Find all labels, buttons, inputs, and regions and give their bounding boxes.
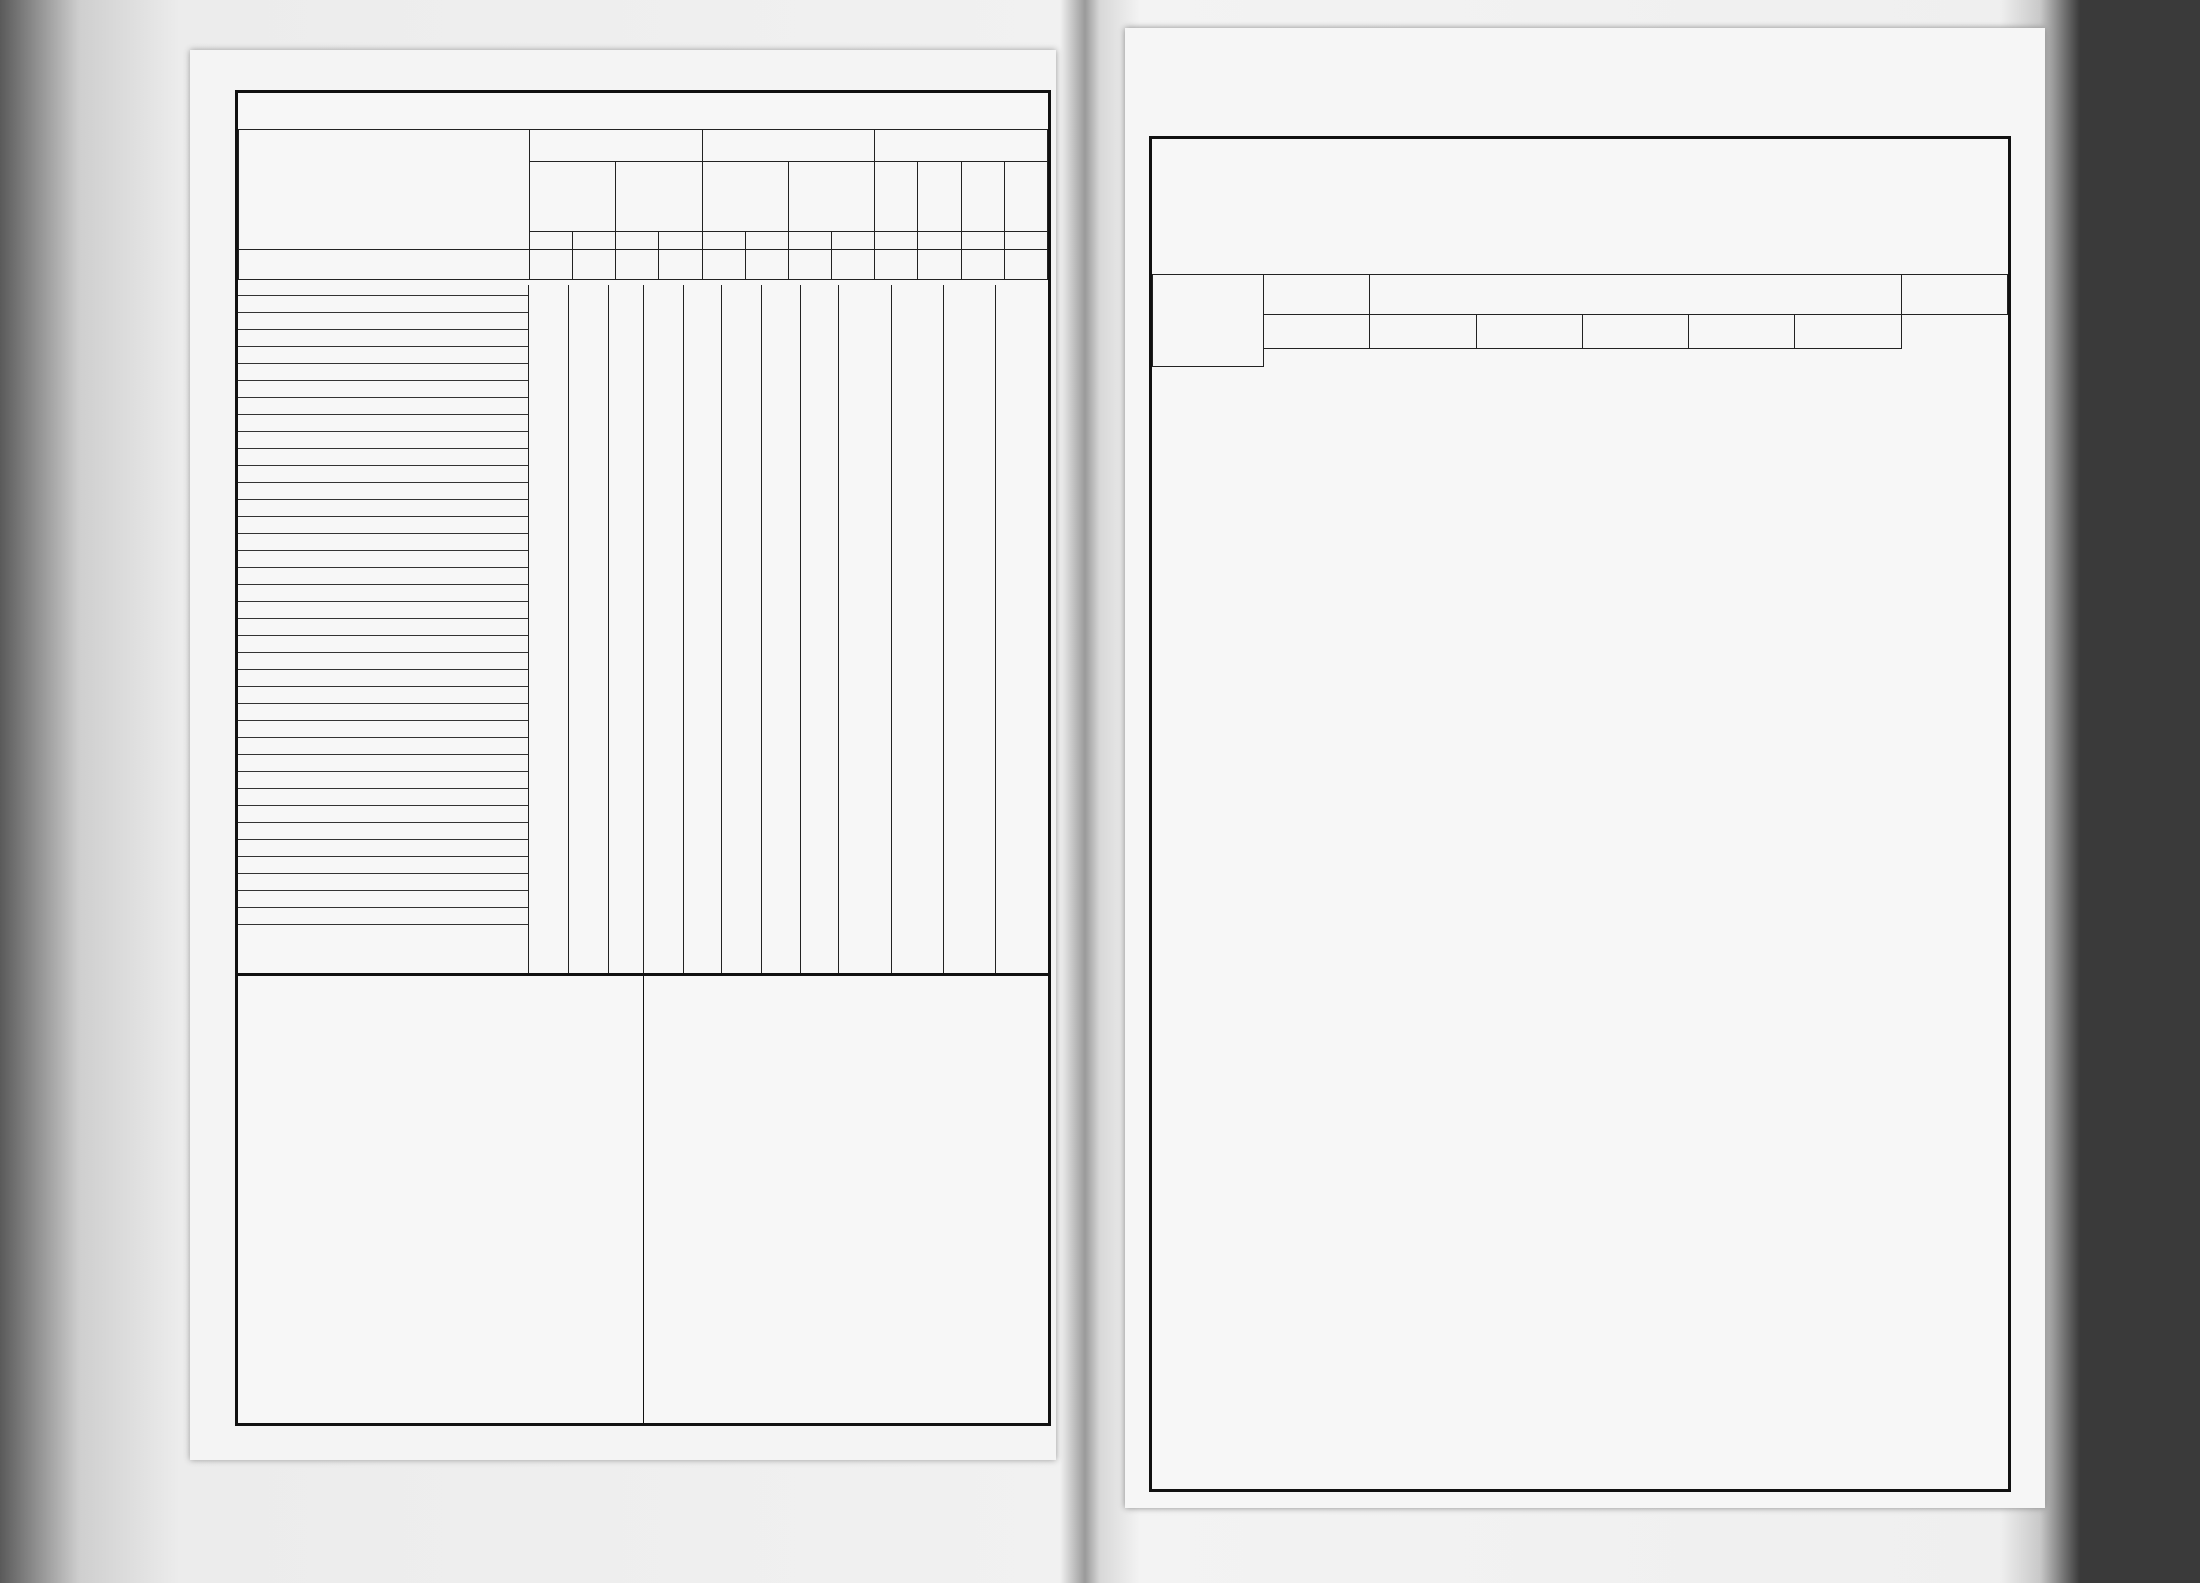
- ruled-line: [238, 567, 528, 568]
- ruled-line: [238, 924, 528, 925]
- ruled-line: [238, 737, 528, 738]
- b-subhead: [1582, 315, 1688, 349]
- unit-head: [659, 232, 702, 250]
- subhead: [1004, 162, 1047, 232]
- value-cell: [788, 250, 831, 280]
- ruled-line: [238, 754, 528, 755]
- ruled-line: [238, 805, 528, 806]
- ruled-line: [238, 771, 528, 772]
- col-parish-name: [239, 130, 530, 250]
- column-line: [891, 285, 892, 975]
- column-line: [608, 285, 609, 975]
- b-subhead: [1476, 315, 1582, 349]
- value-cell: [530, 250, 573, 280]
- notes-right: [668, 1028, 1023, 1050]
- unit-head: [1004, 232, 1047, 250]
- subhead: [616, 162, 702, 232]
- sec-a-head: [1264, 275, 1370, 315]
- ruled-line: [238, 397, 528, 398]
- ruled-line: [238, 329, 528, 330]
- value-cell: [1004, 250, 1047, 280]
- value-cell: [573, 250, 616, 280]
- subhead: [961, 162, 1004, 232]
- ruled-line: [238, 652, 528, 653]
- a-blank: [1264, 315, 1370, 349]
- ruled-lines: [238, 285, 1048, 975]
- ruled-line: [238, 448, 528, 449]
- right-page: [1125, 28, 2045, 1508]
- unit-head: [788, 232, 831, 250]
- value-cell: [832, 250, 875, 280]
- group-fodde: [530, 130, 703, 162]
- ruled-line: [238, 482, 528, 483]
- column-line: [800, 285, 801, 975]
- subhead: [918, 162, 961, 232]
- column-line: [761, 285, 762, 975]
- column-line: [683, 285, 684, 975]
- b-subhead: [1795, 315, 1901, 349]
- ruled-line: [238, 788, 528, 789]
- unit-head: [745, 232, 788, 250]
- value-cell: [875, 250, 918, 280]
- left-page: [190, 50, 1056, 1460]
- ruled-line: [238, 907, 528, 908]
- subhead: [788, 162, 874, 232]
- value-cell: [616, 250, 659, 280]
- notes-left: [263, 1068, 618, 1086]
- column-line: [568, 285, 569, 975]
- parish-name-cell: [239, 250, 530, 280]
- specification-table: [238, 129, 1048, 280]
- right-frame: [1149, 136, 2011, 1492]
- value-cell: [918, 250, 961, 280]
- unit-head: [832, 232, 875, 250]
- value-cell: [702, 250, 745, 280]
- ruled-line: [238, 635, 528, 636]
- blank-head: [1153, 275, 1264, 367]
- ruled-line: [238, 363, 528, 364]
- column-line: [643, 285, 644, 975]
- ruled-line: [238, 346, 528, 347]
- ruled-line: [238, 839, 528, 840]
- unit-head: [530, 232, 573, 250]
- unit-head: [961, 232, 1004, 250]
- subhead: [702, 162, 788, 232]
- b-subhead: [1370, 315, 1476, 349]
- group-dode: [702, 130, 875, 162]
- ruled-line: [238, 669, 528, 670]
- divider: [643, 973, 644, 1423]
- sec-c-head: [1901, 275, 2007, 315]
- ruled-line: [238, 890, 528, 891]
- ruled-line: [238, 380, 528, 381]
- unit-head: [616, 232, 659, 250]
- b-subhead: [1689, 315, 1795, 349]
- value-cell: [659, 250, 702, 280]
- ruled-line: [238, 465, 528, 466]
- column-line: [528, 285, 529, 975]
- monthly-table: [1152, 274, 2008, 367]
- ruled-line: [238, 822, 528, 823]
- ruled-line: [238, 295, 528, 296]
- ruled-line: [238, 703, 528, 704]
- column-line: [995, 285, 996, 975]
- ruled-line: [238, 312, 528, 313]
- left-frame: [235, 90, 1051, 1426]
- subhead: [530, 162, 616, 232]
- unit-head: [573, 232, 616, 250]
- ruled-line: [238, 618, 528, 619]
- ruled-line: [238, 431, 528, 432]
- unit-head: [875, 232, 918, 250]
- ruled-line: [238, 533, 528, 534]
- ruled-line: [238, 873, 528, 874]
- ruled-line: [238, 601, 528, 602]
- unit-head: [918, 232, 961, 250]
- group-vigde: [875, 130, 1048, 162]
- ruled-line: [238, 550, 528, 551]
- column-line: [838, 285, 839, 975]
- ruled-line: [238, 584, 528, 585]
- ruled-line: [238, 686, 528, 687]
- column-line: [943, 285, 944, 975]
- ruled-line: [238, 516, 528, 517]
- subhead: [875, 162, 918, 232]
- value-cell: [961, 250, 1004, 280]
- column-line: [721, 285, 722, 975]
- ruled-line: [238, 856, 528, 857]
- ruled-line: [238, 720, 528, 721]
- value-cell: [745, 250, 788, 280]
- sec-b-head: [1370, 275, 1901, 315]
- unit-head: [702, 232, 745, 250]
- ruled-line: [238, 499, 528, 500]
- ruled-line: [238, 414, 528, 415]
